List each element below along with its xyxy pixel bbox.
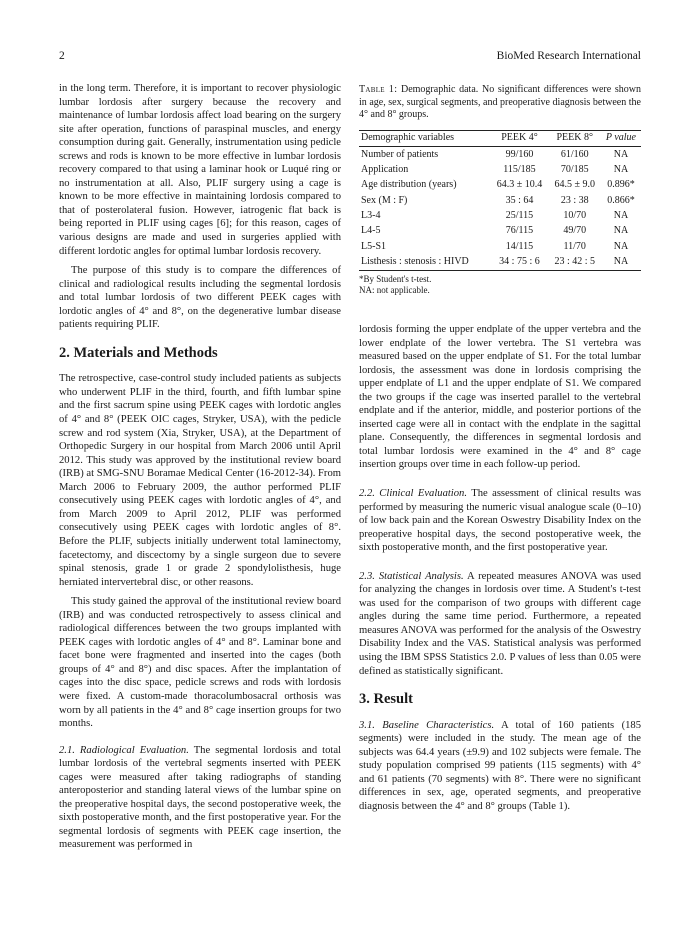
- table-cell: L3-4: [361, 210, 381, 222]
- table-cell: 64.5 ± 9.0: [554, 179, 595, 191]
- table-cell: 49/70: [563, 225, 587, 237]
- table-cell: 61/160: [560, 148, 589, 160]
- methods-paragraph-1: The retrospective, case-control study included patients as subjects who underwent PLIF in the third, fourth, and fifth lumbar spine and the first sacrum spine using PEEK cages with lordotic angles of 4° and 8° (PEEK OIC cages, Stryker, USA), with the pedicle screw and rod system (Xia, Stryker, USA), at the Department of Orthopedic Surgery in our hospital from March 2006 until April 2012. This study was approved by the institutional review board (IRB) at SMG-SNU Boramae Medical Center (16-2012-34). From March 2006 to February 2009, the author performed PLIF consecutively using PEEK cages with lordotic angles of 4°, and from March 2009 to April 2012, PLIF was performed consecutively using PEEK cages with lordotic angles of 8°. Before the PLIF, subjects initially underwent total laminectomy, facetectomy, and discectomy by a single surgeon due to severe spinal stenosis, grade 1 or grade 2 spondylolisthesis, huge herniated intervertebral disc, or other reasons.: [59, 373, 341, 588]
- table-caption: [359, 84, 641, 122]
- section-heading-methods: 2. Materials and Methods: [59, 344, 218, 361]
- radiological-continued-paragraph: lordosis forming the upper endplate of the upper vertebra and the lower endplate of the lower vertebra. The S1 vertebra was measured based on the upper endplate of S1. For the total lumbar lordosis, the assessment was done in lordosis comprising the upper endplate of L1 and the upper endplate of S1. We compared the two groups if the cage was inserted parallel to the vertebral endplate and if the anterior, middle, and posterior portions of the inserted cage were all in contact with the endplate in the sagittal plane. Consequently, the differences in segmental lordosis and total lumbar lordosis were examined in the 4° and 8° cage insertion groups over time in each follow-up period.: [359, 324, 641, 471]
- table-cell: NA: [613, 210, 629, 222]
- baseline-characteristics-paragraph: [359, 719, 641, 814]
- table-1-block: [359, 84, 641, 297]
- subsection-text-2-1: The segmental lordosis and total lumbar lordosis of the vertebral segments inserted with PEEK cages were measured after taking radiographs of standing anteroposterior and standing lateral views of the lumbar spine on the preoperative hospital days, the second postoperative week, the sixth postoperative month, and the first postoperative year. For the segmental lordosis of segments with PEEK cage insertion, the measurement was performed in: [59, 744, 341, 851]
- table-cell: 11/70: [563, 240, 586, 252]
- methods-paragraph-2: This study gained the approval of the institutional review board (IRB) and was conducted retrospectively to assess clinical and radiological differences between the two groups implanted with PEEK cages with lordotic angles of 4° and 8°. Laminar bone and facet bone were fragmented and inserted into the cages (both groups of 4° and 8°) and disc spaces. After the implantation of cages into the disc space, pedicle screws and rods with lordosis were fixed. A custom-made thoracolumbosacral orthosis was worn by all patients in the 4° and 8° cage insertion groups for two months.: [59, 596, 341, 730]
- table-cell: 64.3 ± 10.4: [496, 179, 543, 191]
- table-row: [359, 208, 641, 223]
- table-cell: L4-5: [361, 225, 381, 237]
- table-header-cell: P value: [605, 132, 636, 144]
- subsection-title-2-1: 2.1. Radiological Evaluation.: [59, 744, 189, 756]
- demographic-table: [359, 130, 641, 271]
- table-cell: 23 : 42 : 5: [554, 256, 595, 268]
- table-cell: Age distribution (years): [361, 179, 457, 191]
- table-cell: 0.896*: [607, 179, 635, 191]
- table-cell: 34 : 75 : 6: [499, 256, 540, 268]
- table-cell: 23 : 38: [560, 194, 589, 206]
- table-label: Table 1:: [359, 84, 398, 95]
- subsection-title-3-1: 3.1. Baseline Characteristics.: [359, 719, 495, 731]
- table-cell: 10/70: [563, 210, 587, 222]
- table-row: [359, 193, 641, 208]
- table-header-cell: Demographic variables: [361, 132, 455, 144]
- journal-title: BioMed Research International: [496, 50, 641, 62]
- table-cell: 70/185: [560, 163, 589, 175]
- table-cell: Listhesis : stenosis : HIVD: [361, 256, 469, 268]
- table-footnote-2: NA: not applicable.: [359, 285, 430, 296]
- table-cell: 25/115: [505, 210, 534, 222]
- table-row: [359, 146, 641, 162]
- table-cell: NA: [613, 163, 629, 175]
- table-cell: Sex (M : F): [361, 194, 408, 206]
- table-cell: NA: [613, 148, 629, 160]
- subsection-title-2-3: 2.3. Statistical Analysis.: [359, 570, 464, 582]
- subsection-title-2-2: 2.2. Clinical Evaluation.: [359, 488, 467, 500]
- table-cell: 14/115: [505, 240, 534, 252]
- table-cell: NA: [613, 256, 629, 268]
- table-header-cell: PEEK 8°: [556, 132, 593, 144]
- table-row: [359, 239, 641, 254]
- right-column: [359, 323, 641, 814]
- table-caption-text: Demographic data. No significant differences were shown in age, sex, surgical segments, and preoperative diagnosis between the 4° and 8° groups.: [359, 84, 642, 120]
- table-cell: 76/115: [505, 225, 534, 237]
- statistical-analysis-paragraph: [359, 570, 641, 678]
- table-footnote-1: *By Student's t-test.: [359, 273, 432, 284]
- table-cell: NA: [613, 225, 629, 237]
- table-cell: L5-S1: [361, 240, 386, 252]
- clinical-evaluation-paragraph: [359, 487, 641, 555]
- radiological-evaluation-paragraph: [59, 744, 341, 852]
- table-cell: 35 : 64: [505, 194, 534, 206]
- subsection-text-2-2: The assessment of clinical results was performed by measuring the numeric visual analogue scale (0–10) of low back pain and the Korean Oswestry Disability Index on the preoperative hospital days, the second postoperative week, the sixth postoperative month, and the first postoperative year.: [359, 488, 641, 554]
- subsection-text-2-3: A repeated measures ANOVA was used for analyzing the changes in lordosis over time. A Student's t-test was used for the comparison of two groups with different cage angles during the same time period. Furthermore, a repeated measures ANOVA was performed for the analysis of the Oswestry Disability Index and the VAS. Statistical analysis was performed using the IBM SPSS Statistics 2.0. P values of less than 0.05 were defined as statistically significant.: [359, 570, 641, 677]
- table-cell: Application: [361, 163, 409, 175]
- table-cell: 99/160: [505, 148, 534, 160]
- section-heading-result: 3. Result: [359, 691, 413, 708]
- subsection-text-3-1: A total of 160 patients (185 segments) were included in the study. The mean age of the subjects was 64.4 years (±9.9) and 102 subjects were female. The study population comprised 99 patients (115 segments) with 4° and 61 patients (70 segments) with 8°. There were no significant differences in sex, age, operated segments, and preoperative diagnosis between the 4° and 8° groups (Table 1).: [359, 719, 641, 812]
- table-header-cell: PEEK 4°: [501, 132, 538, 144]
- table-row: [359, 178, 641, 193]
- table-cell: NA: [613, 240, 629, 252]
- page-number: 2: [59, 50, 65, 62]
- purpose-paragraph: The purpose of this study is to compare the differences of clinical and radiological results including the segmental lordosis and total lumbar lordosis of two different PEEK cages with lordotic angles of 4° and 8°, on the degenerative lumbar disease patients requiring PLIF.: [59, 265, 341, 331]
- table-row: [359, 255, 641, 271]
- table-cell: 115/185: [503, 163, 536, 175]
- table-row: [359, 224, 641, 239]
- table-header-row: [359, 130, 641, 146]
- intro-continued-paragraph: in the long term. Therefore, it is important to recover physiologic lumbar lordosis after surgery because the recovery and maintenance of lumbar lordosis affect load bearing on the surgery site after operation, functions of paraspinal muscles, and energy consumption during gait. Generally, instrumentation using pedicle screws and rods is known to be more effective in lumbar lordosis recovery compared to that using a laminar hook or Luqué ring or no instrumentation at all. Also, PLIF surgery using a cage is known to be more effective in maintaining lordosis compared to that of posterolateral fusion. However, iatrogenic flat back is being reported in PLIF using cages [6]; for this reason, cages of various designs are made and used in surgeries applied with different lordotic angles for optimal lumbar lordosis recovery.: [59, 83, 341, 257]
- table-cell: 0.866*: [607, 194, 635, 206]
- left-column: [59, 82, 341, 852]
- table-row: [359, 162, 641, 177]
- table-cell: Number of patients: [361, 148, 439, 160]
